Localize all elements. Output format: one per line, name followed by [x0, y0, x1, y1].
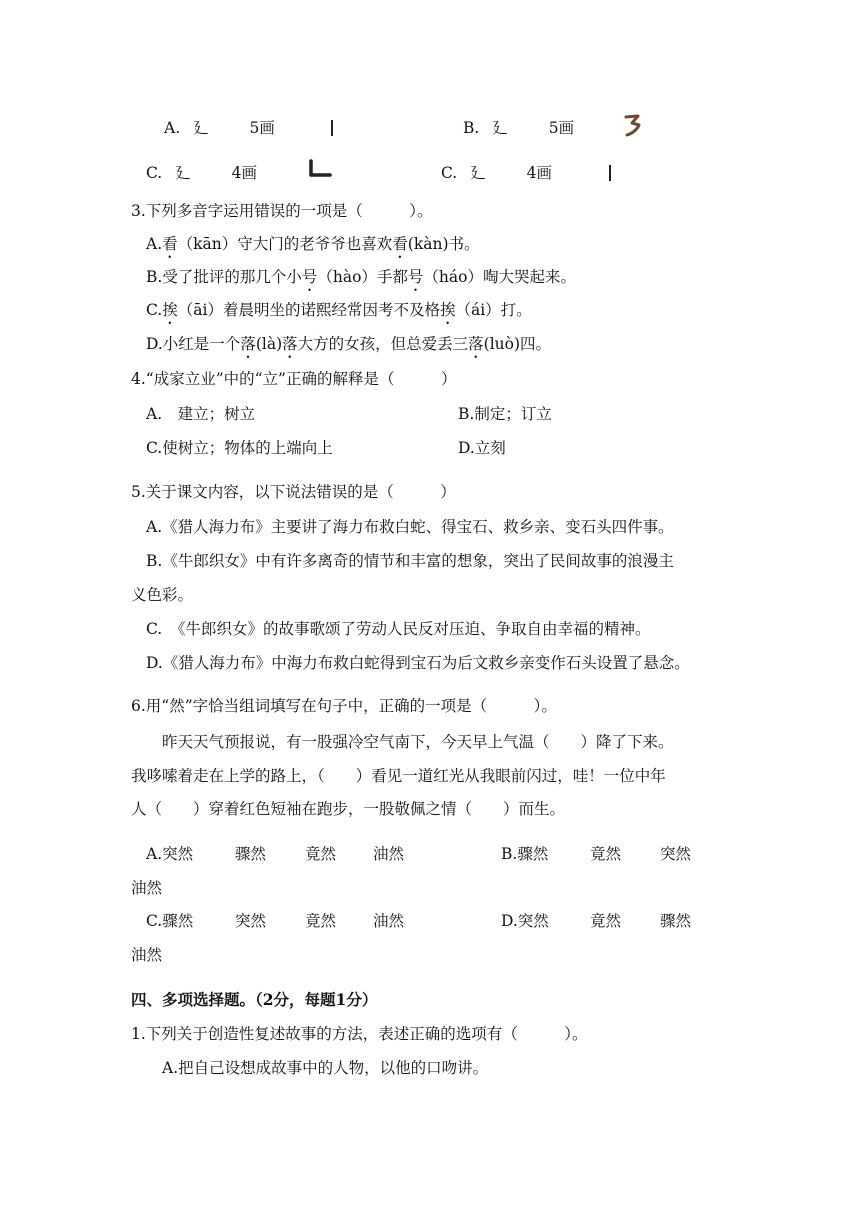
- q3-option-c: C.挨（āi）着晨明坐的诺熙经常因考不及格挨（ái）打。: [146, 301, 532, 319]
- radical: 廴: [175, 164, 191, 182]
- q3-stem: 3.下列多音字运用错误的一项是（ ）。: [131, 202, 433, 220]
- q6-passage-line-3: 人（ ）穿着红色短袖在跑步，一股敬佩之情（ ）而生。: [131, 800, 566, 818]
- q3-option-d: D.小红是一个落(là)落大方的女孩，但总爱丢三落(luò)四。: [146, 335, 552, 353]
- q5-option-c: C. 《牛郎织女》的故事歌颂了劳动人民反对压迫、争取自由幸福的精神。: [146, 620, 651, 638]
- stroke-count: 4画: [526, 164, 552, 182]
- q5-stem: 5.关于课文内容，以下说法错误的是（ ）: [131, 483, 456, 501]
- q5-option-b: B.《牛郎织女》中有许多离奇的情节和丰富的想象，突出了民间故事的浪漫主: [146, 552, 674, 570]
- q3-option-a: A.看（kān）守大门的老爷爷也喜欢看(kàn)书。: [146, 235, 480, 253]
- q6-stem: 6.用“然”字恰当组词填写在句子中，正确的一项是（ ）。: [131, 697, 557, 715]
- q6-option-d-cont: 油然: [131, 946, 163, 964]
- q2-option-a: [164, 117, 275, 139]
- q2-option-d: [441, 162, 552, 184]
- option-letter: A.: [164, 119, 181, 137]
- q6-option-a: A.突然 骤然 竟然 油然: [146, 845, 405, 863]
- q4-stem: 4.“成家立业”中的“立”正确的解释是（ ）: [131, 370, 457, 388]
- q6-option-b: B.骤然 竟然 突然: [501, 845, 692, 863]
- q4-option-d: D.立刻: [458, 439, 506, 457]
- radical: 廴: [470, 164, 486, 182]
- stroke-count: 5画: [548, 119, 575, 137]
- q2-option-c: [146, 162, 257, 184]
- section-4-q1-option-a: A.把自己设想成故事中的人物，以他的口吻讲。: [162, 1059, 489, 1077]
- option-letter: C.: [146, 164, 163, 182]
- vertical-stroke-icon: [328, 118, 336, 138]
- q4-option-c: C.使树立；物体的上端向上: [146, 439, 333, 457]
- stroke-count: 4画: [231, 164, 257, 182]
- q5-option-d: D.《猎人海力布》中海力布救白蛇得到宝石为后文救乡亲变作石头设置了悬念。: [146, 654, 690, 672]
- q2-option-b: [463, 117, 574, 139]
- stroke-count: 5画: [249, 119, 275, 137]
- section-4-title: 四、多项选择题。（2分，每题1分）: [131, 990, 378, 1009]
- q5-option-b-cont: 义色彩。: [131, 586, 194, 604]
- option-letter: C.: [441, 164, 458, 182]
- option-letter: B.: [463, 119, 480, 137]
- radical: 廴: [492, 119, 508, 137]
- q3-option-b: B.受了批评的那几个小号（hào）手都号（háo）啕大哭起来。: [146, 268, 576, 286]
- radical: 廴: [193, 119, 209, 137]
- section-4-q1-stem: 1.下列关于创造性复述故事的方法，表述正确的选项有（ ）。: [131, 1025, 588, 1043]
- q6-option-d: D.突然 竟然 骤然: [501, 912, 692, 930]
- q6-passage-line-2: 我哆嗦着走在上学的路上，（ ）看见一道红光从我眼前闪过，哇！一位中年: [131, 767, 666, 785]
- q5-option-a: A.《猎人海力布》主要讲了海力布救白蛇、得宝石、救乡亲、变石头四件事。: [146, 518, 674, 536]
- heng-zhe-zhe-pie-stroke-icon: [622, 113, 644, 137]
- q4-option-a: A. 建立；树立: [146, 405, 256, 423]
- q4-option-b: B.制定；订立: [458, 405, 552, 423]
- shu-zhe-stroke-icon: [306, 158, 332, 180]
- q6-passage-line-1: 昨天天气预报说，有一股强冷空气南下，今天早上气温（ ）降了下来。: [162, 733, 674, 751]
- q6-option-b-cont: 油然: [131, 879, 163, 897]
- q6-option-c: C.骤然 突然 竟然 油然: [146, 912, 405, 930]
- vertical-stroke-icon: [606, 163, 614, 183]
